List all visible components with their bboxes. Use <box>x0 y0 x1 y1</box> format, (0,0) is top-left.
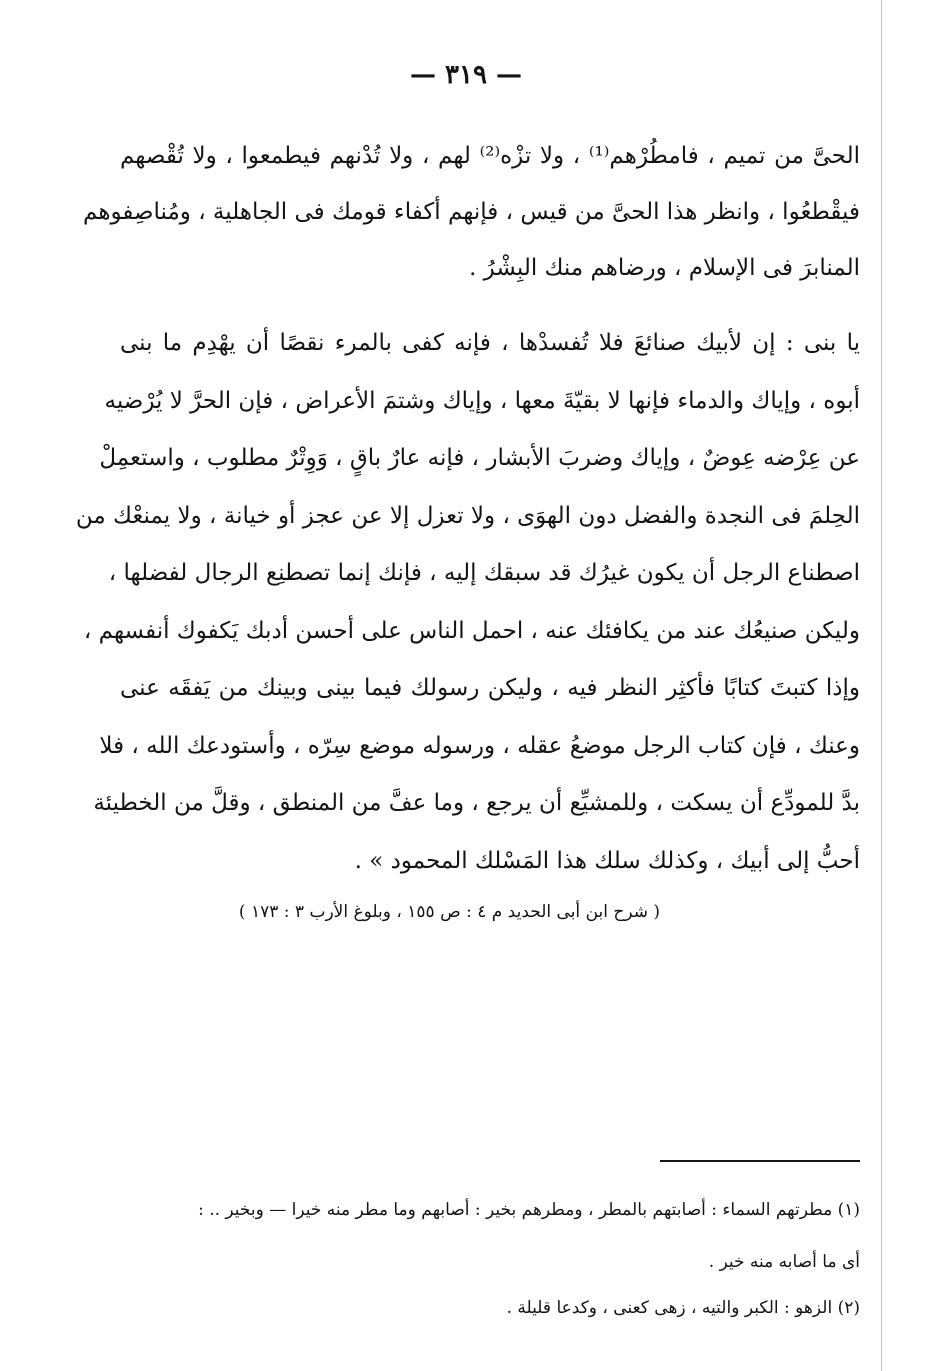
text-line: يا بنى : إن لأبيك صنائعَ فلا تُفسدْها ، فإنه كفى بالمرء نقصًا أن يهْدِم ما بنى <box>120 330 860 356</box>
paragraph-continuation <box>83 128 860 296</box>
footnote-1: (١) مطرتهم السماء : أصابتهم بالمطر ، ومطرهم بخير : أصابهم وما مطر منه خيرا — وبخير .. : <box>198 1200 860 1220</box>
footnote-1-continuation: أى ما أصابه منه خير . <box>708 1252 860 1272</box>
source-citation: ( شرح ابن أبى الحديد م ٤ : ص ١٥٥ ، وبلوغ الأرب ٣ : ١٧٣ ) <box>238 902 660 922</box>
text-line: فيقْطعُوا ، وانظر هذا الحىَّ من قيس ، فإنهم أكفاء قومك فى الجاهلية ، ومُناصِفوهم <box>83 199 860 225</box>
text-line: أحبُّ إلى أبيك ، وكذلك سلك هذا المَسْلك المحمود » . <box>354 847 860 874</box>
text-line: وليكن صنيعُك عند من يكافئك عنه ، احمل الناس على أحسن أدبك يَكفوك أنفسهم ، <box>83 617 860 644</box>
text-line: اصطناع الرجل أن يكون غيرُك قد سبقك إليه ، فإنك إنما تصطنِع الرجال لفضلها ، <box>108 560 860 586</box>
page-number: — ٣١٩ — <box>409 60 523 90</box>
text-line: المنابرَ فى الإسلام ، ورضاهم منك البِشْرُ . <box>469 255 860 281</box>
paragraph-advice <box>75 315 860 890</box>
footnote-separator <box>660 1160 860 1162</box>
footnote-2: (٢) الزهو : الكبر والتيه ، زهى كعنى ، وكدعا قليلة . <box>506 1298 860 1318</box>
text-line: وإذا كتبتَ كتابًا فأكثِر النظر فيه ، وليكن رسولك فيما بينى وبينك من يَفقَه عنى <box>120 675 860 701</box>
text-line: عن عِرْضه عِوضٌ ، وإياك وضربَ الأبشار ، فإنه عارٌ باقٍ ، وَوِتْرٌ مطلوب ، واستعمِلْ <box>99 445 860 471</box>
text-line: الحِلمَ فى النجدة والفضل دون الهوَى ، ولا تعزل إلا عن عجز أو خيانة ، ولا يمنعْك من <box>75 502 860 529</box>
text-line: الحىَّ من تميم ، فامطُرْهم⁽¹⁾ ، ولا تزْه⁽²⁾ لهم ، ولا تُدْنهم فيطمعوا ، ولا تُقْصهم <box>120 143 860 169</box>
footnotes <box>120 1195 860 1323</box>
text-line: أبوه ، وإياك والدماء فإنها لا بقيّةَ معها ، وإياك وشتمَ الأعراض ، فإن الحرَّ لا يُرْضيه <box>104 387 860 414</box>
text-line: بدَّ للمودِّع أن يسكت ، وللمشيِّع أن يرجع ، وما عفَّ من المنطق ، وقلَّ من الخطيئة <box>93 790 860 816</box>
text-line: وعنك ، فإن كتاب الرجل موضعُ عقله ، ورسوله موضع سِرّه ، وأستودعك الله ، فلا <box>99 732 860 759</box>
page-edge-rule <box>881 0 882 1371</box>
